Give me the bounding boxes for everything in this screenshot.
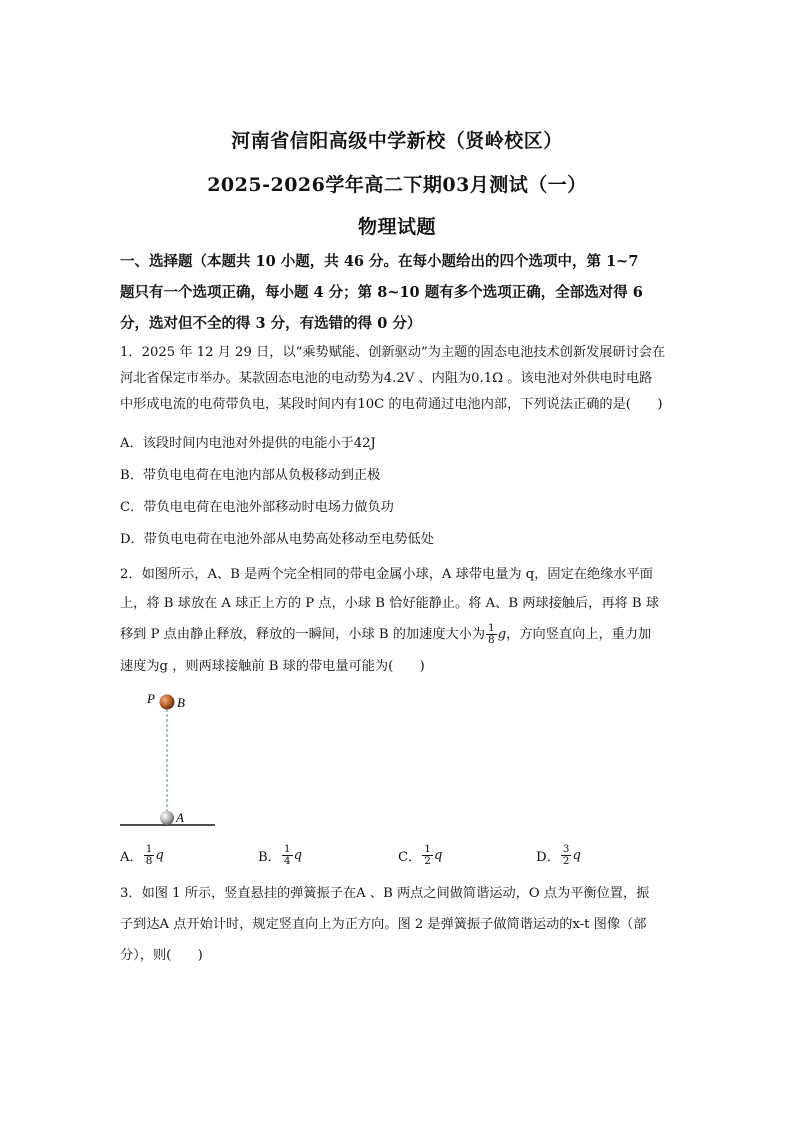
section-line: 题只有一个选项正确，每小题 4 分；第 8~10 题有多个选项正确，全部选对得 6: [120, 284, 643, 301]
gravity-symbol: g: [497, 627, 507, 642]
fraction-numerator: 1: [145, 842, 153, 855]
choice-letter: A．: [120, 849, 143, 865]
charge-symbol: q: [155, 847, 164, 863]
choice-fraction: [282, 844, 293, 867]
question-2-stem: [120, 560, 676, 681]
q2-line: 上，将 B 球放在 A 球正上方的 P 点，小球 B 恰好能静止。将 A、B 两球接触后，再将 B 球: [120, 596, 659, 611]
q2-line3-text: 移到 P 点由静止释放，释放的一瞬间，小球 B 的加速度大小为: [120, 627, 486, 642]
q1-line: 中形成电流的电荷带负电，某段时间内有10C 的电荷通过电池内部，下列说法正确的是( ): [120, 397, 663, 412]
charge-symbol: q: [293, 847, 303, 863]
question-3-stem: [120, 878, 676, 971]
q1-option-b: B．带负电电荷在电池内部从负极移动到正极: [120, 468, 381, 483]
ball-a: [160, 811, 174, 825]
q2-choice-b: [258, 838, 302, 872]
q2-choice-c: [398, 838, 442, 872]
q3-line: 分），则( ): [120, 948, 203, 963]
fraction-denominator: 8: [488, 634, 495, 646]
fraction-denominator: 4: [283, 854, 291, 867]
q2-line: 速度为g ，则两球接触前 B 球的带电量可能为( ): [120, 659, 425, 674]
charge-symbol: q: [433, 847, 443, 863]
choice-fraction: [144, 844, 155, 867]
q1-line: 河北省保定市举办。某款固态电池的电动势为4.2V 、内阻为0.1Ω 。该电池对外供电时电路: [120, 371, 653, 386]
q3-line: 子到达A 点开始计时，规定竖直向上为正方向。图 2 是弹簧振子做简谐运动的x-t 图像（部: [120, 917, 647, 932]
exam-title: 2025-2026学年高二下期03月测试（一）: [207, 174, 587, 196]
q2-line3-tail: ，方向竖直向上，重力加: [506, 627, 652, 642]
label-b: B: [177, 695, 185, 710]
q1-option-d: D．带负电电荷在电池外部从电势高处移动至电势低处: [120, 532, 434, 547]
choice-letter: D．: [536, 849, 560, 865]
fraction-denominator: 2: [424, 854, 431, 867]
choice-fraction: [561, 844, 572, 867]
q2-choice-a: [120, 838, 164, 872]
q1-line: 1．2025 年 12 月 29 日，以“乘势赋能、创新驱动”为主题的固态电池技术创新发展研讨会在: [120, 345, 666, 360]
q1-option-c: C．带负电电荷在电池外部移动时电场力做负功: [120, 500, 394, 515]
subject-title: 物理试题: [357, 216, 436, 238]
question-1-stem: [120, 340, 676, 418]
label-p: P: [147, 691, 155, 706]
fraction-numerator: 1: [283, 842, 291, 855]
q2-line: [120, 618, 676, 652]
q2-line: 2．如图所示，A、B 是两个完全相同的带电金属小球，A 球带电量为 q，固定在绝缘水平面: [120, 567, 653, 582]
section-line: 分，选对但不全的得 3 分，有选错的得 0 分）: [120, 315, 422, 332]
choice-letter: C．: [398, 849, 422, 865]
charge-symbol: q: [572, 847, 581, 863]
acceleration-fraction: [486, 623, 497, 646]
fraction-numerator: 1: [424, 842, 431, 855]
q2-choice-d: [536, 838, 581, 872]
fraction-denominator: 8: [145, 854, 153, 867]
fraction-numerator: 1: [488, 622, 495, 634]
q1-option-a: A．该段时间内电池对外提供的电能小于42J: [120, 436, 376, 451]
section-line: 一、选择题（本题共 10 小题，共 46 分。在每小题给出的四个选项中，第 1~7: [120, 253, 639, 270]
ball-b: [160, 695, 175, 710]
choice-letter: B．: [258, 849, 281, 865]
fraction-numerator: 3: [562, 842, 570, 855]
label-a: A: [176, 810, 184, 825]
section-instructions: [120, 246, 676, 339]
q3-line: 3．如图 1 所示，竖直悬挂的弹簧振子在A 、B 两点之间做简谐运动，O 点为平衡位置，振: [120, 886, 650, 901]
fraction-denominator: 2: [562, 854, 570, 867]
school-title: 河南省信阳高级中学新校（贤岭校区）: [231, 130, 563, 152]
choice-fraction: [422, 844, 433, 867]
q2-figure: [118, 685, 238, 835]
